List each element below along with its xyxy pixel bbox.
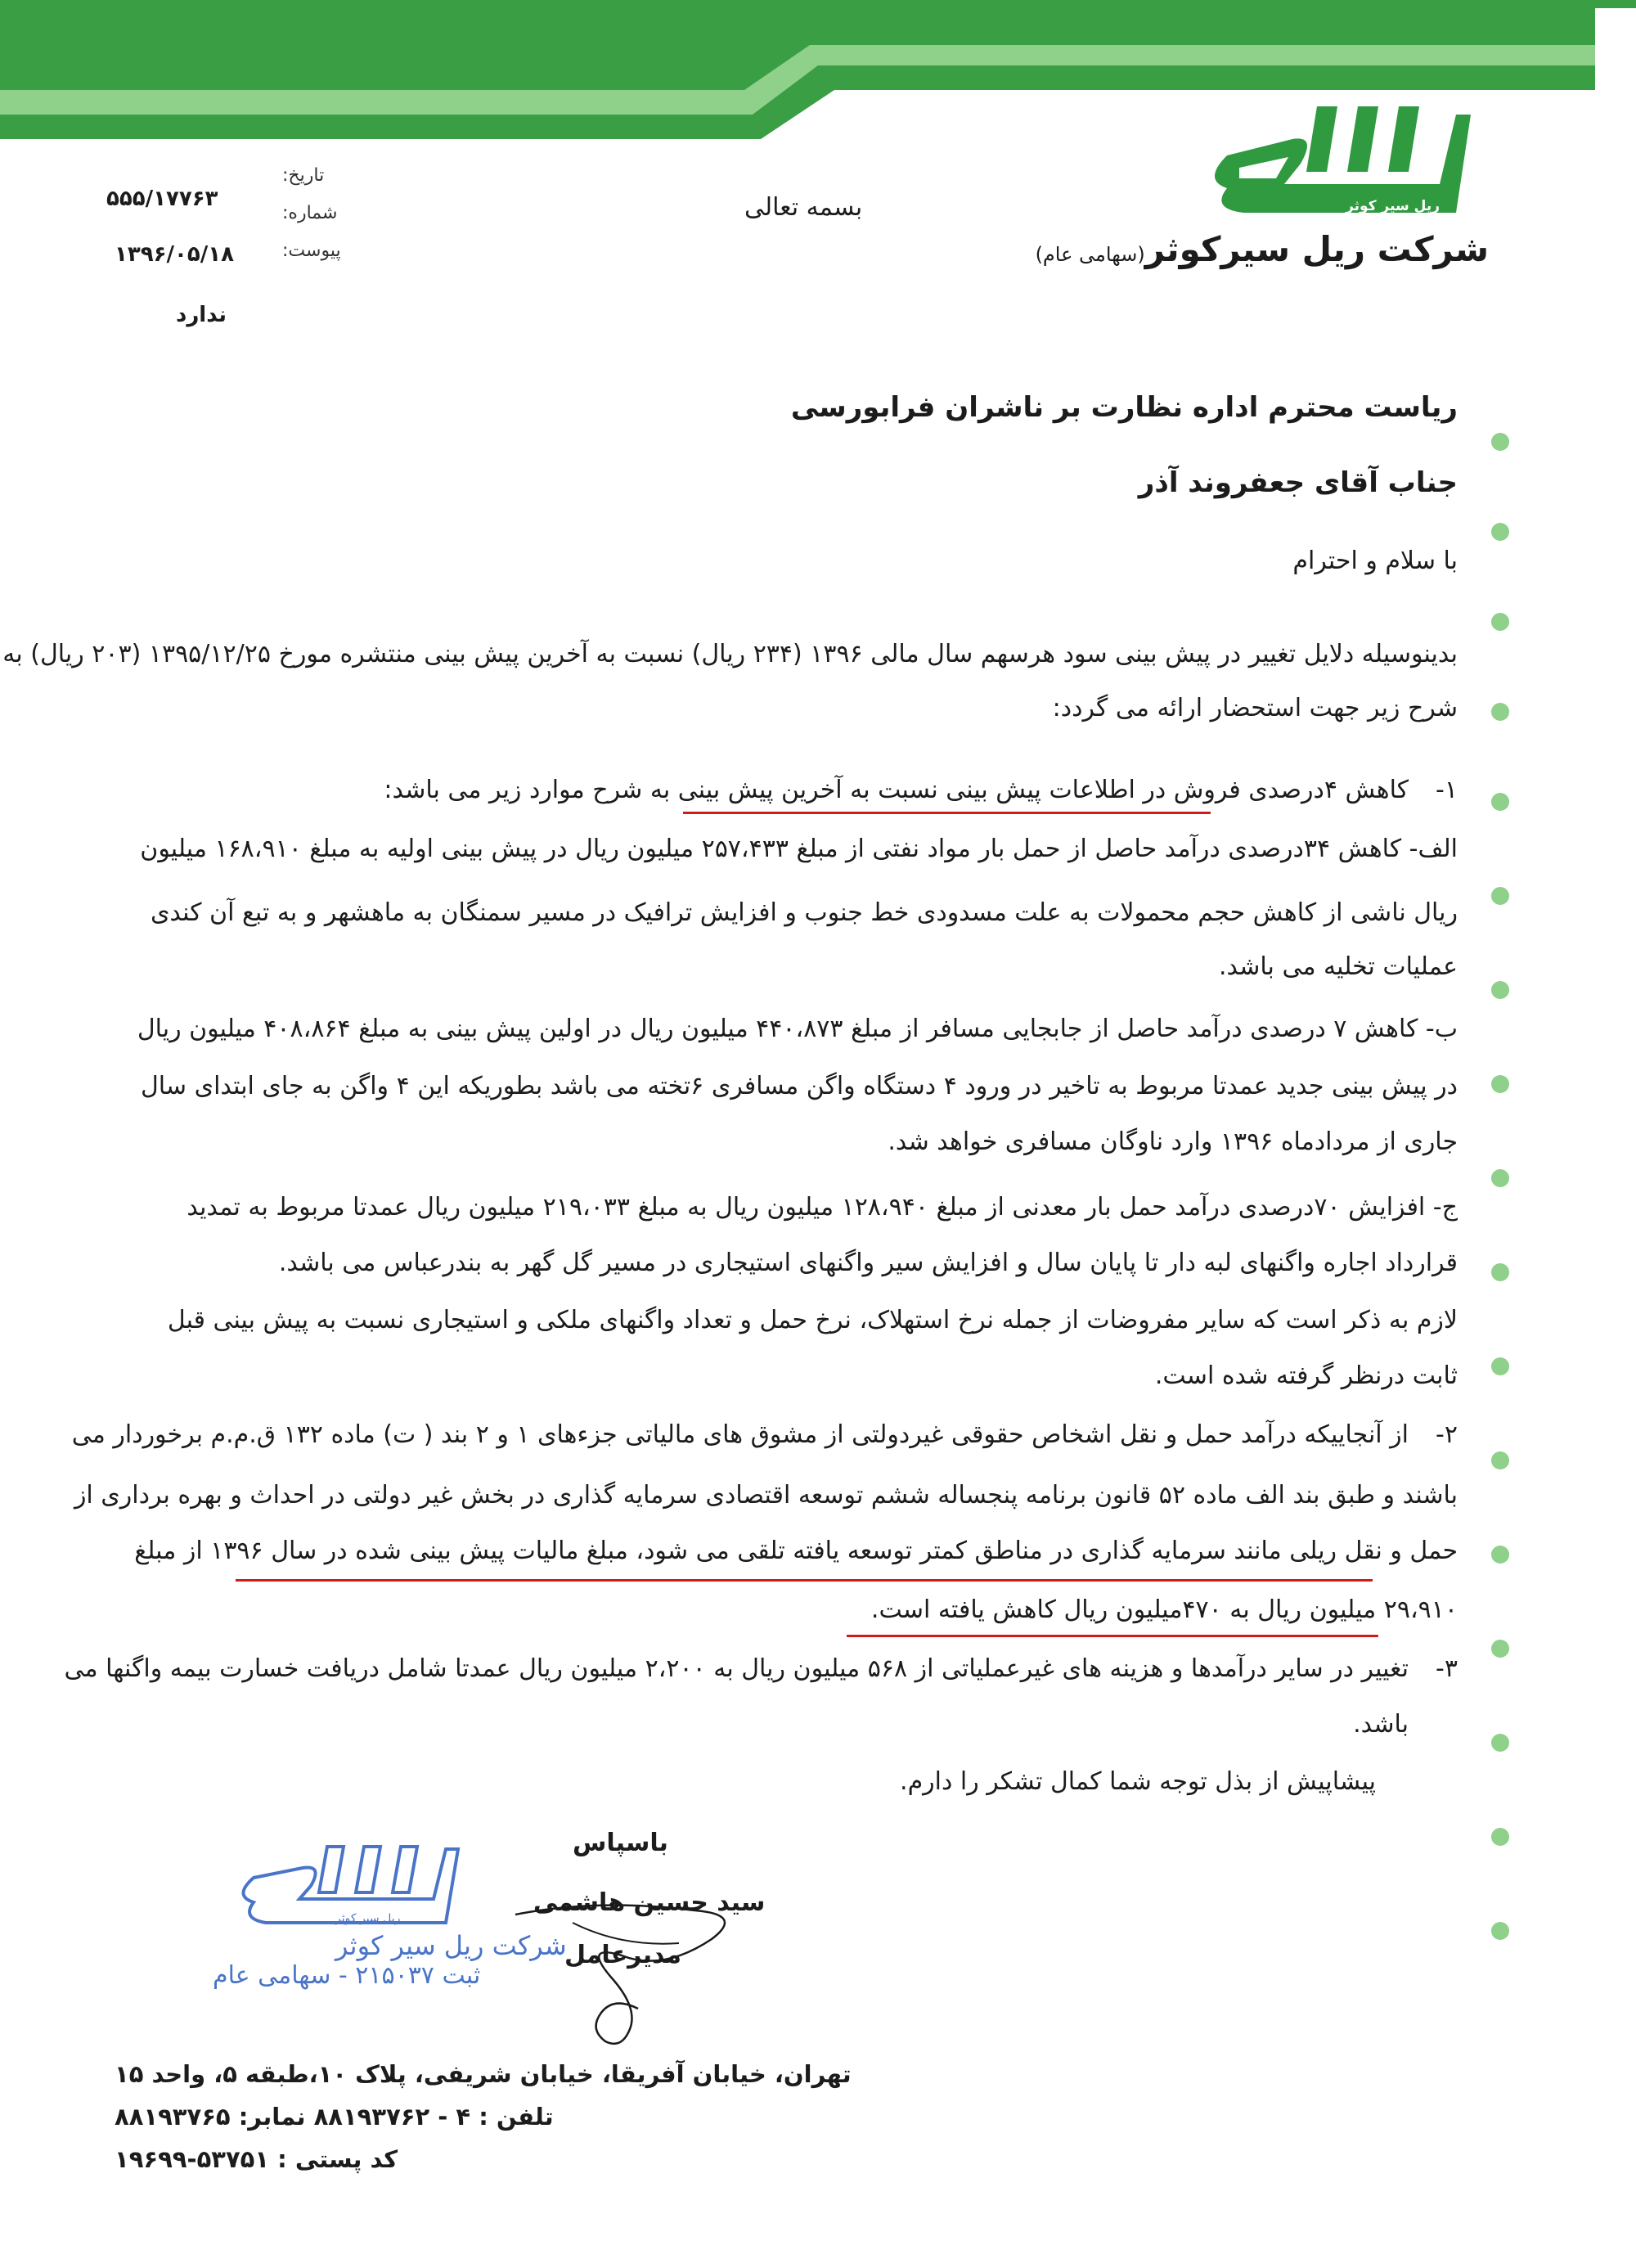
greeting: با سلام و احترام bbox=[1292, 547, 1458, 575]
footer-phone: تلفن : ۴ - ۸۸۱۹۳۷۶۲ نمابر: ۸۸۱۹۳۷۶۵ bbox=[115, 2103, 554, 2131]
side-dot bbox=[1491, 887, 1509, 905]
bismillah: بسمه تعالی bbox=[744, 193, 863, 222]
side-dot bbox=[1491, 1734, 1509, 1752]
item-1c-line-2: قرارداد اجاره واگنهای لبه دار تا پایان سال و افزایش سیر واگنهای استیجاری در مسیر گل گهر به بندرعباس می باشد. bbox=[278, 1249, 1458, 1277]
item-2-line-4: ۲۹،۹۱۰ میلیون ریال به ۴۷۰میلیون ریال کاهش یافته است. bbox=[870, 1595, 1458, 1624]
side-dot bbox=[1491, 793, 1509, 811]
red-underline-1 bbox=[683, 812, 1211, 814]
item-1c-line-1: ج- افزایش ۷۰درصدی درآمد حمل بار معدنی از مبلغ ۱۲۸،۹۴۰ میلیون ریال به مبلغ ۲۱۹،۰۳۳ میلیون ریال عمدتا مربوط به تمدید bbox=[187, 1193, 1458, 1222]
signer-title: مدیرعامل bbox=[564, 1941, 681, 1969]
attachment-label: پیوست: bbox=[282, 241, 341, 261]
recipient-line-2: جناب آقای جعفروند آذر bbox=[1138, 466, 1458, 499]
side-dot bbox=[1491, 1451, 1509, 1469]
company-name-block bbox=[1036, 229, 1489, 269]
closing-line: پیشاپیش از بذل توجه شما کمال تشکر را دارم. bbox=[900, 1767, 1376, 1796]
stamp-company: شرکت ریل سیر کوثر bbox=[335, 1930, 567, 1961]
company-logo bbox=[1035, 90, 1489, 278]
side-dot bbox=[1491, 1075, 1509, 1093]
recipient-line-1: ریاست محترم اداره نظارت بر ناشران فرابورسی bbox=[790, 391, 1458, 424]
item-1-line-1: کاهش ۴درصدی فروش در اطلاعات پیش بینی نسبت به آخرین پیش بینی به شرح موارد زیر می باشد: bbox=[384, 776, 1409, 804]
closing-word: باسپاس bbox=[573, 1829, 668, 1857]
footer-postal-code: کد پستی : ۵۳۷۵۱-۱۹۶۹۹ bbox=[115, 2145, 398, 2173]
item-1a-line-3: عملیات تخلیه می باشد. bbox=[1219, 952, 1458, 981]
side-dot bbox=[1491, 703, 1509, 721]
item-3-line-1: تغییر در سایر درآمدها و هزینه های غیرعملیاتی از ۵۶۸ میلیون ریال به ۲،۲۰۰ میلیون ریال عمدتا شامل دریافت خسارت بیمه واگنها می bbox=[64, 1654, 1409, 1683]
item-2-line-3: حمل و نقل ریلی مانند سرمایه گذاری در مناطق کمتر توسعه یافته تلقی می شود، مبلغ مالیات پیش بینی شده در سال ۱۳۹۶ از مبلغ bbox=[134, 1537, 1458, 1565]
intro-line-2: شرح زیر جهت استحضار ارائه می گردد: bbox=[1052, 694, 1458, 722]
side-dot bbox=[1491, 1263, 1509, 1281]
red-underline-2 bbox=[236, 1579, 1373, 1582]
side-dot bbox=[1491, 523, 1509, 541]
company-type: (سهامی عام) bbox=[1035, 243, 1145, 266]
number-label: شماره: bbox=[282, 203, 338, 223]
company-name: شرکت ریل سیرکوثر bbox=[1144, 229, 1489, 269]
item-1b-line-1: ب- کاهش ۷ درصدی درآمد حاصل از جابجایی مسافر از مبلغ ۴۴۰،۸۷۳ میلیون ریال در اولین پیش بینی به مبلغ ۴۰۸،۸۶۴ میلیون ریال bbox=[137, 1015, 1458, 1043]
item-1a-line-2: ریال ناشی از کاهش حجم محمولات به علت مسدودی خط جنوب و افزایش ترافیک در مسیر سمنگان به ماهشهر و به تبع آن کندی bbox=[150, 898, 1458, 927]
side-dot bbox=[1491, 1546, 1509, 1564]
item-number-1: ۱- bbox=[1436, 776, 1458, 804]
side-dot bbox=[1491, 981, 1509, 999]
item-2-line-2: باشند و طبق بند الف ماده ۵۲ قانون برنامه پنجساله ششم توسعه اقتصادی سرمایه گذاری در بخش غیر دولتی در احداث و بهره برداری از bbox=[74, 1481, 1458, 1510]
item-3-line-2: باشد. bbox=[1353, 1710, 1409, 1739]
item-number-3: ۳- bbox=[1436, 1654, 1458, 1683]
stamp-registration: ثبت ۲۱۵۰۳۷ - سهامی عام bbox=[213, 1961, 481, 1990]
note-line-1: لازم به ذکر است که سایر مفروضات از جمله نرخ استهلاک، نرخ حمل و تعداد واگنهای ملکی و استیجاری نسبت به پیش بینی قبل bbox=[167, 1306, 1458, 1334]
side-dot bbox=[1491, 433, 1509, 451]
item-1b-line-2: در پیش بینی جدید عمدتا مربوط به تاخیر در ورود ۴ دستگاه واگن مسافری ۶تخته می باشد بطوریکه این ۴ واگن به جای ابتدای سال bbox=[140, 1072, 1458, 1100]
attachment-value: ندارد bbox=[176, 303, 227, 327]
signer-name: سید حسین هاشمی bbox=[533, 1888, 766, 1917]
company-stamp bbox=[213, 1837, 567, 1992]
letter-number: ۵۵۵/۱۷۷۶۳ bbox=[106, 187, 218, 211]
note-line-2: ثابت درنظر گرفته شده است. bbox=[1154, 1361, 1458, 1390]
date-label: تاریخ: bbox=[282, 165, 325, 186]
item-1a-line-1: الف- کاهش ۳۴درصدی درآمد حاصل از حمل بار مواد نفتی از مبلغ ۲۵۷،۴۳۳ میلیون ریال در پیش بینی اولیه به مبلغ ۱۶۸،۹۱۰ میلیون bbox=[140, 835, 1458, 863]
item-2-line-1: از آنجاییکه درآمد حمل و نقل اشخاص حقوقی غیردولتی از مشوق های مالیاتی جزءهای ۱ و ۲ بند ( ت) ماده ۱۳۲ ق.م.م برخوردار می bbox=[71, 1420, 1409, 1449]
stamp-brand: ریل سیر کوثر bbox=[335, 1912, 401, 1925]
side-dots-decoration bbox=[1489, 0, 1538, 2268]
side-dot bbox=[1491, 1357, 1509, 1375]
item-number-2: ۲- bbox=[1436, 1420, 1458, 1449]
side-dot bbox=[1491, 1169, 1509, 1187]
letter-date: ۱۳۹۶/۰۵/۱۸ bbox=[115, 242, 234, 267]
intro-line-1: بدینوسیله دلایل تغییر در پیش بینی سود هرسهم سال مالی ۱۳۹۶ (۲۳۴ ریال) نسبت به آخرین پیش بینی منتشره مورخ ۱۳۹۵/۱۲/۲۵ (۲۰۳ ریال) به bbox=[2, 640, 1458, 668]
item-1b-line-3: جاری از مردادماه ۱۳۹۶ وارد ناوگان مسافری خواهد شد. bbox=[888, 1127, 1458, 1156]
red-underline-3 bbox=[847, 1635, 1378, 1637]
footer-address: تهران، خیابان آفریقا، خیابان شریفی، پلاک ۱۰،طبقه ۵، واحد ۱۵ bbox=[115, 2060, 852, 2088]
side-dot bbox=[1491, 1640, 1509, 1658]
side-dot bbox=[1491, 1922, 1509, 1940]
side-dot bbox=[1491, 613, 1509, 631]
side-dot bbox=[1491, 1828, 1509, 1846]
logo-tagline: ریل سیر کوثر bbox=[1346, 198, 1440, 214]
